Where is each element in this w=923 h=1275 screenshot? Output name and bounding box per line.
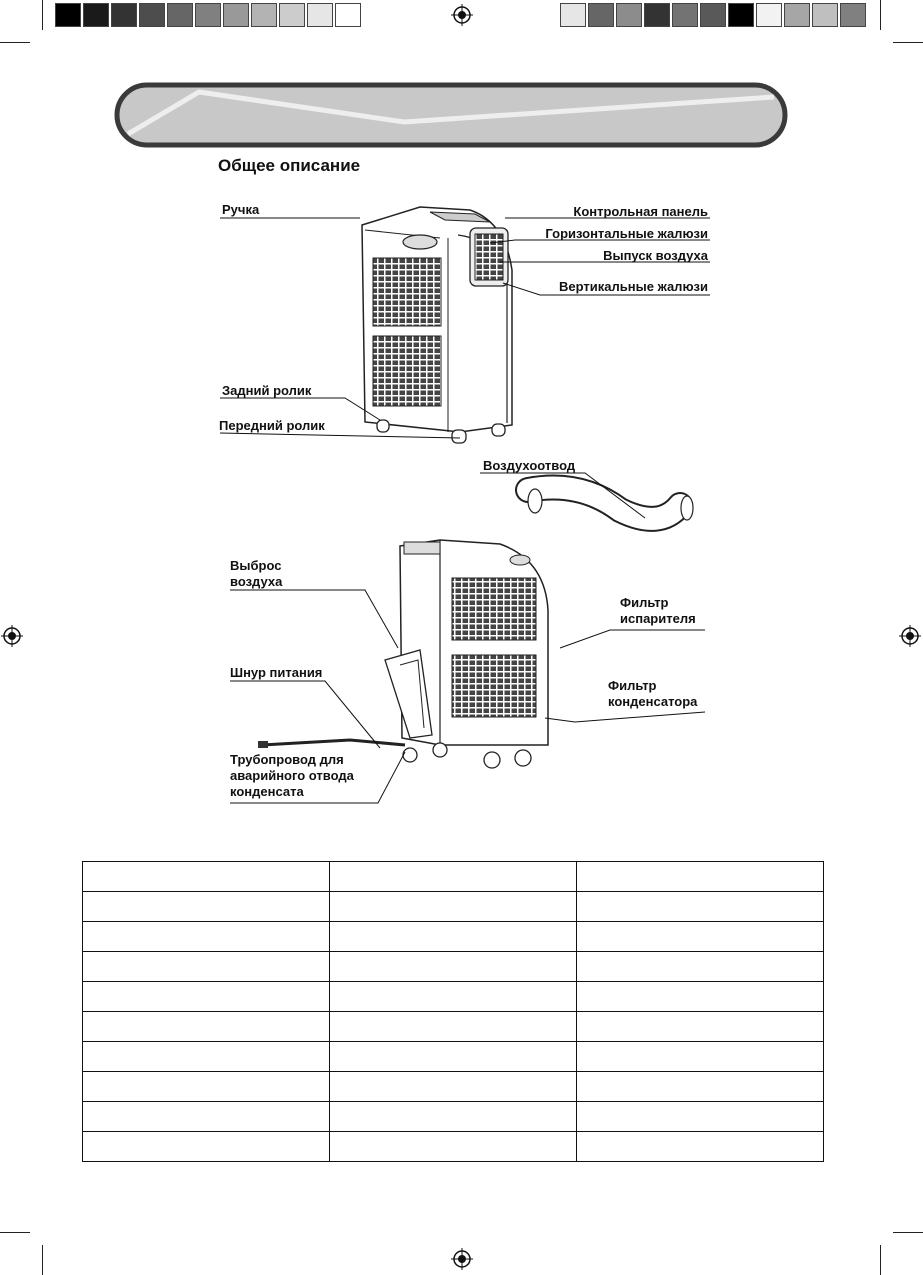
table-cell xyxy=(577,952,824,982)
label-drain-pipe-line: конденсата xyxy=(230,784,304,799)
table-row xyxy=(83,952,824,982)
label-power-cord: Шнур питания xyxy=(230,665,323,680)
table-row xyxy=(83,982,824,1012)
table-cell xyxy=(330,1102,577,1132)
crop-mark xyxy=(42,1245,43,1275)
label-vertical-louvers: Вертикальные жалюзи xyxy=(559,279,708,294)
table-cell xyxy=(577,1012,824,1042)
table-cell xyxy=(577,1072,824,1102)
table-row xyxy=(83,862,824,892)
table-cell xyxy=(577,1132,824,1162)
label-air-outlet: Выпуск воздуха xyxy=(603,248,708,263)
label-drain-pipe xyxy=(230,752,354,800)
table-row xyxy=(83,1012,824,1042)
label-control-panel: Контрольная панель xyxy=(573,204,708,219)
label-hose: Воздухоотвод xyxy=(483,458,576,473)
table-cell xyxy=(83,1102,330,1132)
table-cell xyxy=(83,1132,330,1162)
table-row xyxy=(83,1132,824,1162)
table-cell xyxy=(83,1072,330,1102)
table-cell xyxy=(577,1102,824,1132)
table-cell xyxy=(83,862,330,892)
table-cell xyxy=(83,892,330,922)
label-handle: Ручка xyxy=(222,202,260,217)
label-horizontal-louvers: Горизонтальные жалюзи xyxy=(545,226,708,241)
crop-mark xyxy=(880,1245,881,1275)
table-cell xyxy=(330,892,577,922)
table-cell xyxy=(330,1072,577,1102)
table-row xyxy=(83,1102,824,1132)
table-cell xyxy=(330,1132,577,1162)
label-evaporator-filter-line: Фильтр xyxy=(620,595,669,610)
spec-table xyxy=(82,861,824,1162)
table-cell xyxy=(83,982,330,1012)
table-cell xyxy=(577,982,824,1012)
table-cell xyxy=(577,1042,824,1072)
table-cell xyxy=(577,922,824,952)
crop-mark xyxy=(0,1232,30,1233)
section-title: Общее описание xyxy=(218,156,361,175)
label-evaporator-filter xyxy=(620,595,696,627)
label-evaporator-filter-line: испарителя xyxy=(620,611,696,626)
label-air-exhaust-line: воздуха xyxy=(230,574,283,589)
label-drain-pipe-line: Трубопровод для xyxy=(230,752,344,767)
label-air-exhaust-line: Выброс xyxy=(230,558,282,573)
table-cell xyxy=(330,1042,577,1072)
table-cell xyxy=(330,1012,577,1042)
table-cell xyxy=(83,1012,330,1042)
table-cell xyxy=(83,922,330,952)
label-air-exhaust xyxy=(230,558,282,590)
table-cell xyxy=(577,892,824,922)
table-row xyxy=(83,1042,824,1072)
table-row xyxy=(83,892,824,922)
table-cell xyxy=(330,862,577,892)
table-cell xyxy=(330,922,577,952)
table-cell xyxy=(83,1042,330,1072)
registration-target-icon xyxy=(451,1248,473,1270)
table-cell xyxy=(83,952,330,982)
label-drain-pipe-line: аварийного отвода xyxy=(230,768,354,783)
label-condenser-filter-line: конденсатора xyxy=(608,694,698,709)
crop-mark xyxy=(893,1232,923,1233)
table-cell xyxy=(330,982,577,1012)
label-condenser-filter xyxy=(608,678,697,710)
table-row xyxy=(83,922,824,952)
label-front-caster: Передний ролик xyxy=(219,418,325,433)
label-rear-caster: Задний ролик xyxy=(222,383,312,398)
label-condenser-filter-line: Фильтр xyxy=(608,678,657,693)
table-row xyxy=(83,1072,824,1102)
table-cell xyxy=(577,862,824,892)
table-cell xyxy=(330,952,577,982)
